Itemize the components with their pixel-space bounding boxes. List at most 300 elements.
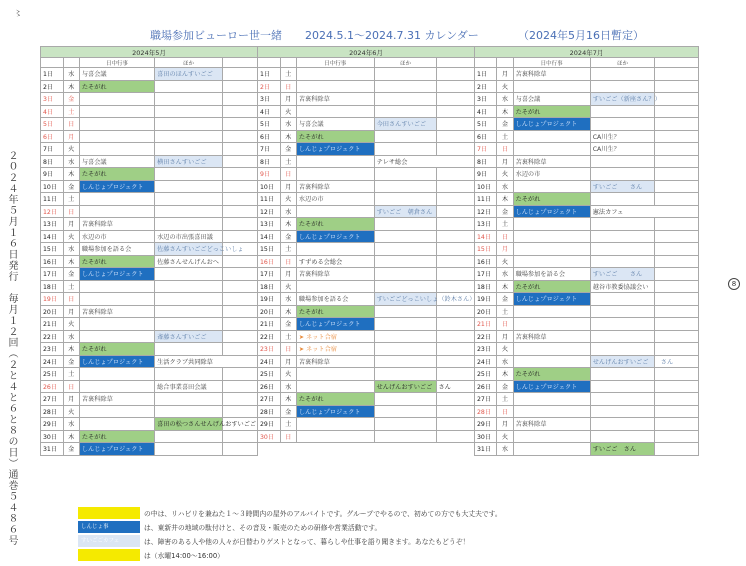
page-number: 8: [728, 278, 740, 290]
weekday-cell: 火: [497, 255, 513, 268]
schedule-cell: しんじょプロジェクト: [79, 443, 154, 456]
other-cell: [155, 430, 223, 443]
table-row: [258, 218, 475, 231]
date-cell: 6日: [475, 130, 497, 143]
weekday-cell: 木: [63, 430, 79, 443]
date-cell: 25日: [258, 368, 281, 381]
date-cell: 18日: [475, 280, 497, 293]
other-cell: [374, 143, 437, 156]
date-cell: 5日: [475, 118, 497, 131]
schedule-cell: [513, 255, 590, 268]
other-cell: [590, 393, 655, 406]
extra-cell: [437, 168, 475, 181]
date-cell: 1日: [475, 68, 497, 81]
extra-cell: [655, 430, 699, 443]
extra-cell: [222, 280, 257, 293]
weekday-cell: 木: [497, 193, 513, 206]
schedule-cell: しんじょプロジェクト: [513, 118, 590, 131]
weekday-cell: 金: [63, 355, 79, 368]
date-cell: 29日: [475, 418, 497, 431]
table-row: [41, 93, 258, 106]
table-row: [41, 418, 258, 431]
other-cell: 今田さんすいごご: [374, 118, 437, 131]
other-cell: [590, 255, 655, 268]
date-cell: 13日: [258, 218, 281, 231]
schedule-cell: しんじょプロジェクト: [513, 380, 590, 393]
weekday-cell: 土: [497, 218, 513, 231]
weekday-cell: 木: [63, 168, 79, 181]
legend-item: [78, 548, 718, 562]
schedule-cell: [296, 68, 374, 81]
table-row: [41, 268, 258, 281]
other-cell: [155, 343, 223, 356]
date-cell: 29日: [41, 418, 64, 431]
extra-cell: [655, 268, 699, 281]
table-row: [258, 130, 475, 143]
table-row: [475, 280, 699, 293]
date-cell: 7日: [41, 143, 64, 156]
legend-swatch: しんじょ事: [78, 521, 140, 533]
weekday-cell: 木: [497, 105, 513, 118]
legend-swatch: すいごごカフェ: [78, 535, 140, 547]
other-cell: [590, 418, 655, 431]
schedule-cell: 職場参加を語る会: [296, 293, 374, 306]
table-row: [41, 205, 258, 218]
weekday-cell: 水: [497, 93, 513, 106]
month-table-july: [474, 46, 699, 456]
date-cell: 22日: [258, 330, 281, 343]
schedule-cell: 職場参加を語る会: [79, 243, 154, 256]
weekday-cell: 金: [63, 180, 79, 193]
extra-cell: [222, 143, 257, 156]
other-cell: [374, 168, 437, 181]
date-cell: 10日: [258, 180, 281, 193]
table-row: [475, 268, 699, 281]
other-cell: [155, 443, 223, 456]
schedule-cell: 苫裏科除草: [296, 180, 374, 193]
schedule-cell: 与喜会議: [79, 68, 154, 81]
date-cell: 17日: [475, 268, 497, 281]
date-cell: 11日: [41, 193, 64, 206]
schedule-cell: [513, 393, 590, 406]
extra-cell: [437, 143, 475, 156]
other-cell: [590, 230, 655, 243]
extra-cell: [655, 405, 699, 418]
schedule-cell: [79, 118, 154, 131]
other-cell: [590, 293, 655, 306]
weekday-cell: 水: [497, 355, 513, 368]
legend-item: [78, 506, 718, 520]
other-cell: [155, 93, 223, 106]
date-cell: 6日: [258, 130, 281, 143]
table-row: [41, 393, 258, 406]
extra-cell: [655, 193, 699, 206]
weekday-cell: 月: [280, 180, 296, 193]
date-cell: 26日: [475, 380, 497, 393]
table-row: [258, 80, 475, 93]
schedule-cell: [79, 205, 154, 218]
weekday-cell: 火: [497, 430, 513, 443]
other-cell: [155, 180, 223, 193]
schedule-cell: [296, 80, 374, 93]
schedule-cell: [79, 405, 154, 418]
schedule-cell: 苫裏科除草: [513, 68, 590, 81]
other-cell: [590, 168, 655, 181]
other-cell: すいごごどっこいしょ（鈴木さん）: [374, 293, 437, 306]
header-blank: [41, 58, 64, 68]
weekday-cell: 月: [497, 243, 513, 256]
schedule-cell: たそがれ: [513, 368, 590, 381]
other-cell: [374, 80, 437, 93]
header: [40, 27, 720, 45]
schedule-cell: 苫裏科除草: [296, 93, 374, 106]
weekday-cell: 金: [497, 205, 513, 218]
other-cell: [374, 280, 437, 293]
table-row: [258, 143, 475, 156]
table-row: [41, 218, 258, 231]
table-row: [41, 180, 258, 193]
other-cell: [155, 280, 223, 293]
extra-cell: [437, 305, 475, 318]
weekday-cell: 金: [280, 405, 296, 418]
date-cell: 20日: [41, 305, 64, 318]
schedule-cell: [513, 343, 590, 356]
other-cell: 佐藤さんすいごごどっこいしょ: [155, 243, 223, 256]
table-row: [258, 280, 475, 293]
extra-cell: [437, 318, 475, 331]
extra-cell: [655, 68, 699, 81]
header-blank: [280, 58, 296, 68]
header-blank: [258, 58, 281, 68]
schedule-cell: たそがれ: [79, 343, 154, 356]
table-row: [475, 243, 699, 256]
other-cell: [155, 405, 223, 418]
weekday-cell: 月: [280, 268, 296, 281]
weekday-cell: 木: [280, 305, 296, 318]
extra-cell: [222, 268, 257, 281]
extra-cell: [437, 93, 475, 106]
schedule-cell: 水辺の市: [296, 193, 374, 206]
extra-cell: [655, 330, 699, 343]
extra-cell: [655, 93, 699, 106]
weekday-cell: 水: [280, 293, 296, 306]
schedule-cell: たそがれ: [296, 218, 374, 231]
other-cell: [374, 355, 437, 368]
other-cell: [155, 80, 223, 93]
extra-cell: [655, 80, 699, 93]
schedule-cell: [296, 368, 374, 381]
extra-cell: [655, 105, 699, 118]
table-row: [475, 193, 699, 206]
weekday-cell: 火: [63, 405, 79, 418]
extra-cell: [655, 118, 699, 131]
extra-cell: [437, 268, 475, 281]
extra-cell: [655, 393, 699, 406]
extra-cell: [655, 243, 699, 256]
other-cell: [590, 318, 655, 331]
schedule-cell: [79, 318, 154, 331]
date-cell: 24日: [258, 355, 281, 368]
extra-cell: [437, 330, 475, 343]
weekday-cell: 月: [63, 393, 79, 406]
schedule-cell: [79, 293, 154, 306]
weekday-cell: 水: [280, 118, 296, 131]
table-row: [475, 118, 699, 131]
table-row: [475, 405, 699, 418]
extra-cell: [437, 68, 475, 81]
header-blank: [63, 58, 79, 68]
other-cell: [374, 405, 437, 418]
header-blank: [655, 58, 699, 68]
date-cell: 15日: [475, 243, 497, 256]
other-cell: すいごご さん: [590, 180, 655, 193]
date-cell: 30日: [475, 430, 497, 443]
schedule-cell: たそがれ: [513, 105, 590, 118]
extra-cell: [222, 93, 257, 106]
schedule-cell: 苫裏科除草: [513, 330, 590, 343]
date-cell: 24日: [41, 355, 64, 368]
other-cell: すいごご（新座さん？）: [590, 93, 655, 106]
top-mark: 〻: [14, 9, 22, 18]
weekday-cell: 日: [497, 230, 513, 243]
table-row: [475, 330, 699, 343]
date-cell: 3日: [475, 93, 497, 106]
table-row: [475, 68, 699, 81]
extra-cell: [437, 218, 475, 231]
date-cell: 12日: [41, 205, 64, 218]
extra-cell: [222, 168, 257, 181]
other-cell: [590, 193, 655, 206]
other-cell: [590, 368, 655, 381]
other-cell: [374, 418, 437, 431]
weekday-cell: 土: [280, 330, 296, 343]
other-cell: [374, 393, 437, 406]
other-cell: [374, 305, 437, 318]
extra-cell: [437, 343, 475, 356]
weekday-cell: 日: [280, 80, 296, 93]
table-row: [258, 155, 475, 168]
date-cell: 21日: [475, 318, 497, 331]
table-row: [41, 430, 258, 443]
weekday-cell: 火: [497, 80, 513, 93]
table-row: [475, 143, 699, 156]
schedule-cell: しんじょプロジェクト: [296, 405, 374, 418]
date-cell: 22日: [41, 330, 64, 343]
schedule-cell: ➤ ネット合宿: [296, 343, 374, 356]
weekday-cell: 木: [63, 255, 79, 268]
schedule-cell: しんじょプロジェクト: [296, 143, 374, 156]
date-cell: 13日: [41, 218, 64, 231]
date-cell: 15日: [41, 243, 64, 256]
date-cell: 21日: [41, 318, 64, 331]
schedule-cell: [296, 155, 374, 168]
other-cell: [374, 330, 437, 343]
extra-cell: [222, 218, 257, 231]
other-cell: [155, 293, 223, 306]
schedule-cell: しんじょプロジェクト: [296, 318, 374, 331]
date-cell: 11日: [475, 193, 497, 206]
extra-cell: [655, 255, 699, 268]
table-row: [41, 80, 258, 93]
other-cell: [374, 105, 437, 118]
other-cell: [155, 143, 223, 156]
other-cell: [155, 268, 223, 281]
date-cell: 31日: [475, 443, 497, 456]
header-blank: [475, 58, 497, 68]
date-cell: 3日: [258, 93, 281, 106]
date-cell: 12日: [475, 205, 497, 218]
table-row: [258, 430, 475, 443]
table-row: [258, 418, 475, 431]
other-cell: [155, 205, 223, 218]
table-row: [41, 330, 258, 343]
table-row: [41, 343, 258, 356]
weekday-cell: 火: [63, 143, 79, 156]
other-cell: せんげんおすいごご さん: [590, 355, 655, 368]
date-cell: 1日: [41, 68, 64, 81]
schedule-cell: ➤ ネット合宿: [296, 330, 374, 343]
weekday-cell: 土: [497, 393, 513, 406]
legend-swatch: [78, 507, 140, 519]
weekday-cell: 木: [63, 80, 79, 93]
extra-cell: [437, 405, 475, 418]
table-row: [41, 130, 258, 143]
table-row: [475, 355, 699, 368]
date-cell: 13日: [475, 218, 497, 231]
schedule-cell: [79, 280, 154, 293]
weekday-cell: 金: [63, 268, 79, 281]
date-cell: 6日: [41, 130, 64, 143]
extra-cell: [655, 218, 699, 231]
schedule-cell: 苫裏科除草: [79, 393, 154, 406]
table-row: [258, 93, 475, 106]
table-row: [475, 343, 699, 356]
table-row: [475, 93, 699, 106]
extra-cell: [437, 105, 475, 118]
weekday-cell: 金: [63, 93, 79, 106]
extra-cell: [222, 80, 257, 93]
extra-cell: [222, 305, 257, 318]
weekday-cell: 土: [280, 68, 296, 81]
weekday-cell: 木: [280, 393, 296, 406]
weekday-cell: 水: [497, 268, 513, 281]
other-cell: [374, 230, 437, 243]
extra-cell: [655, 280, 699, 293]
schedule-cell: [79, 330, 154, 343]
table-row: [41, 318, 258, 331]
legend-item: [78, 534, 718, 548]
extra-cell: [437, 355, 475, 368]
other-cell: [374, 180, 437, 193]
extra-cell: [222, 430, 257, 443]
calendar-status: （2024年5月16日暫定）: [518, 29, 644, 42]
weekday-cell: 土: [63, 368, 79, 381]
extra-cell: [222, 205, 257, 218]
extra-cell: [222, 230, 257, 243]
other-cell: 越谷市教委協議会い: [590, 280, 655, 293]
table-row: [475, 168, 699, 181]
other-cell: [590, 118, 655, 131]
schedule-cell: 与喜会議: [513, 93, 590, 106]
date-cell: 23日: [475, 343, 497, 356]
weekday-cell: 水: [497, 180, 513, 193]
schedule-cell: 与喜会議: [79, 155, 154, 168]
table-row: [258, 318, 475, 331]
header-blank: [437, 58, 475, 68]
date-cell: 15日: [258, 243, 281, 256]
table-row: [41, 68, 258, 81]
schedule-cell: [513, 218, 590, 231]
table-row: [475, 368, 699, 381]
extra-cell: [437, 230, 475, 243]
table-row: [258, 330, 475, 343]
schedule-cell: [296, 280, 374, 293]
schedule-cell: たそがれ: [79, 80, 154, 93]
schedule-cell: [296, 168, 374, 181]
other-cell: CA川生？: [590, 130, 655, 143]
weekday-cell: 金: [63, 443, 79, 456]
weekday-cell: 土: [63, 280, 79, 293]
date-cell: 24日: [475, 355, 497, 368]
weekday-cell: 日: [280, 255, 296, 268]
other-cell: 喜田のほんすいごご: [155, 68, 223, 81]
extra-cell: [437, 368, 475, 381]
weekday-cell: 水: [63, 155, 79, 168]
schedule-cell: [79, 380, 154, 393]
extra-cell: [222, 293, 257, 306]
extra-cell: [655, 168, 699, 181]
weekday-cell: 火: [280, 193, 296, 206]
extra-cell: [655, 418, 699, 431]
weekday-cell: 水: [280, 380, 296, 393]
weekday-cell: 月: [280, 355, 296, 368]
extra-cell: [437, 418, 475, 431]
weekday-cell: 水: [497, 443, 513, 456]
schedule-cell: 苫裏科除草: [296, 268, 374, 281]
date-cell: 9日: [41, 168, 64, 181]
date-cell: 23日: [41, 343, 64, 356]
extra-cell: [655, 230, 699, 243]
weekday-cell: 木: [497, 368, 513, 381]
extra-cell: [655, 180, 699, 193]
table-row: [475, 205, 699, 218]
date-cell: 2日: [475, 80, 497, 93]
schedule-cell: [79, 130, 154, 143]
schedule-cell: [513, 180, 590, 193]
schedule-cell: [296, 418, 374, 431]
weekday-cell: 水: [63, 243, 79, 256]
schedule-cell: たそがれ: [79, 168, 154, 181]
date-cell: 19日: [41, 293, 64, 306]
other-cell: [155, 168, 223, 181]
table-row: [258, 193, 475, 206]
date-cell: 16日: [475, 255, 497, 268]
other-cell: [590, 405, 655, 418]
schedule-cell: [513, 405, 590, 418]
month-header: 2024年6月: [258, 47, 475, 58]
weekday-cell: 火: [497, 343, 513, 356]
header-blank: [222, 58, 257, 68]
legend-text: は、東新井の地域の駄付けと、その音及・販売のための研修や営業活動です。: [144, 524, 382, 532]
table-row: [258, 368, 475, 381]
extra-cell: [222, 380, 257, 393]
weekday-cell: 火: [280, 105, 296, 118]
calendar-period: 2024.5.1～2024.7.31 カレンダー: [305, 29, 479, 42]
other-cell: [590, 105, 655, 118]
legend-text: は（水曜14:00～16:00）: [144, 552, 224, 560]
other-cell: [590, 343, 655, 356]
other-cell: 佐藤さんせんげんおへ: [155, 255, 223, 268]
